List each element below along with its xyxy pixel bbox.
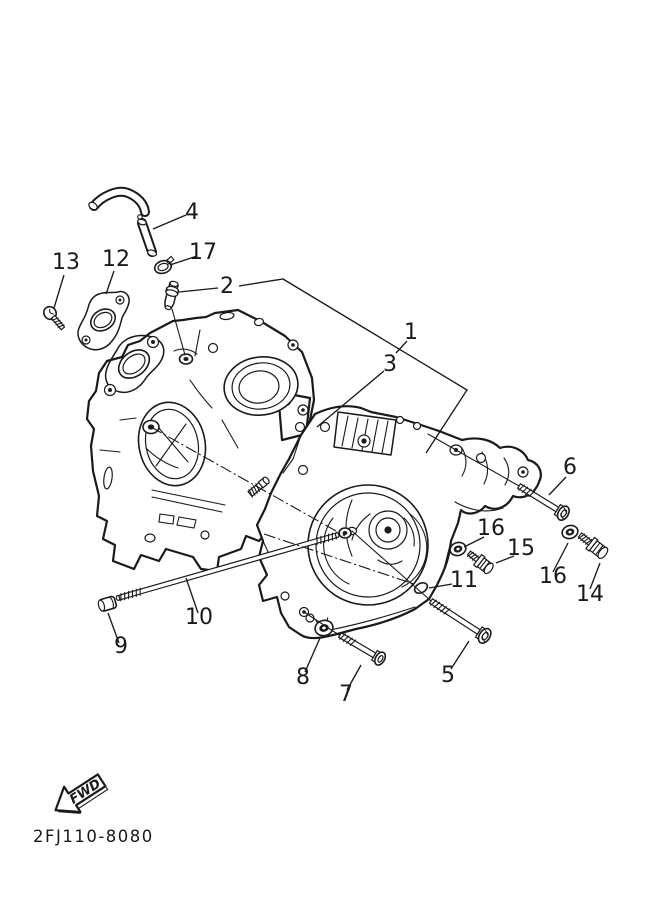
pan-screw [41,304,67,332]
bolt-14 [576,529,610,560]
fwd-arrow [47,768,110,824]
callout-1: 1 [404,320,418,345]
callout-11: 11 [450,568,478,593]
part-code: 2FJ110-8080 [33,827,154,846]
callout-5: 5 [441,663,455,688]
breather-fitting [162,280,181,311]
callout-16-left: 16 [477,516,505,541]
callout-7: 7 [339,682,353,707]
callout-13: 13 [52,250,80,275]
callout-17: 17 [189,240,217,265]
fwd-label: FWD [67,776,104,808]
bolt-6 [515,480,572,523]
callout-10: 10 [185,605,213,630]
hose-clamp [153,256,177,276]
callout-6: 6 [563,455,577,480]
callout-3: 3 [383,352,397,377]
callout-9: 9 [114,634,128,659]
callout-14: 14 [576,582,604,607]
washer-16b [560,523,579,540]
callout-4: 4 [185,200,199,225]
callout-16-right: 16 [539,564,567,589]
callout-8: 8 [296,665,310,690]
callout-15: 15 [507,536,535,561]
bolt-7 [336,629,387,667]
callout-2: 2 [220,274,234,299]
cap-nut [97,596,117,612]
bolt-5 [427,594,494,645]
gasket [78,292,129,350]
callout-12: 12 [102,247,130,272]
